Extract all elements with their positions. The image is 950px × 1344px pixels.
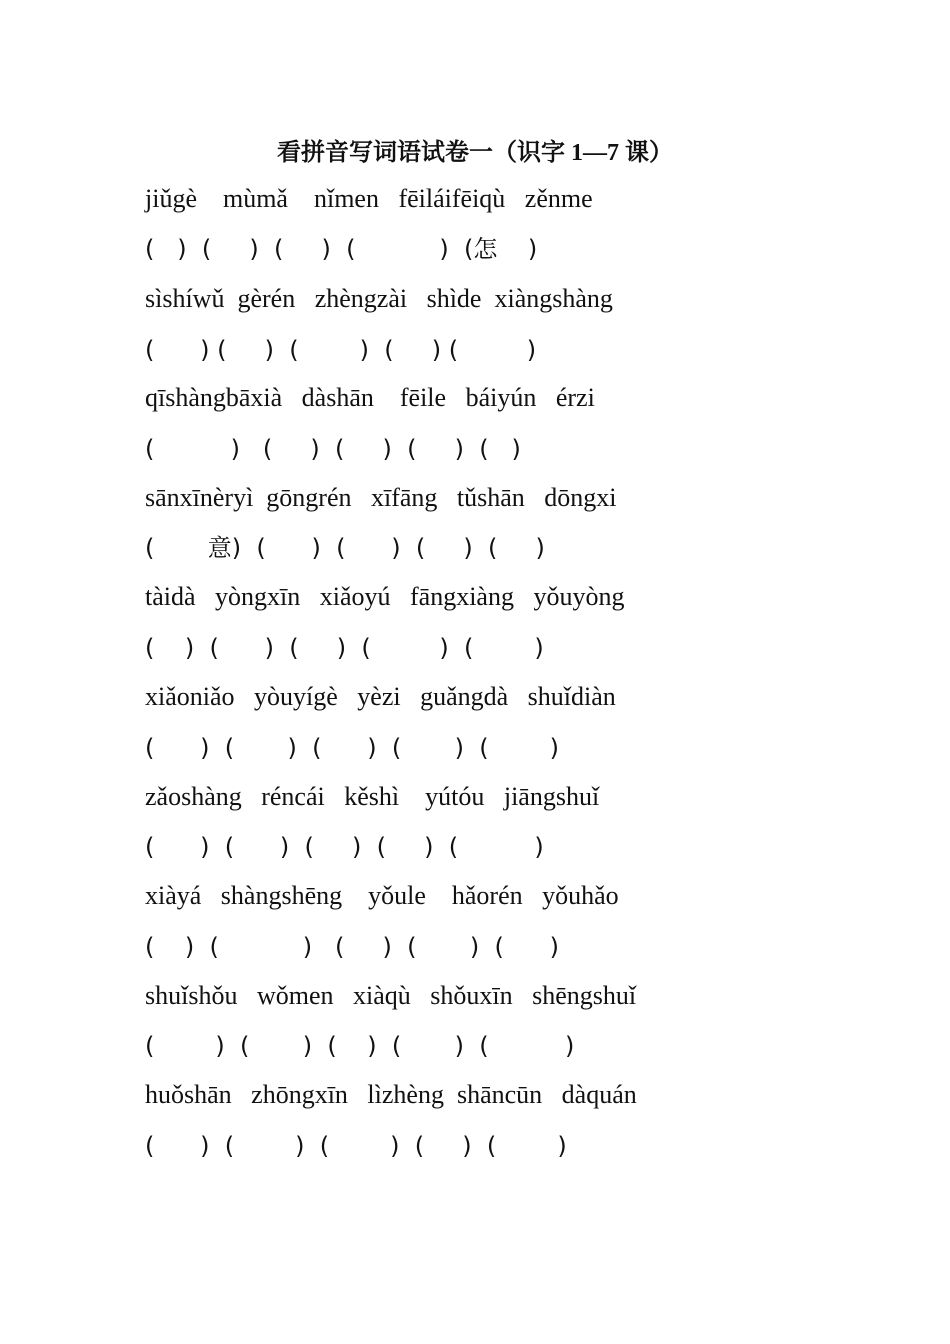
answer-blanks-row-9[interactable]: ( ) ( ) ( ) ( ) ( ) — [145, 1032, 575, 1060]
pinyin-row-6: xiǎoniǎo yòuyígè yèzi guǎngdà shuǐdiàn — [145, 682, 616, 711]
pinyin-row-8: xiàyá shàngshēng yǒule hǎorén yǒuhǎo — [145, 881, 619, 910]
pinyin-row-5: tàidà yòngxīn xiǎoyú fāngxiàng yǒuyòng — [145, 582, 625, 611]
pinyin-row-3: qīshàngbāxià dàshān fēile báiyún érzi — [145, 383, 595, 412]
answer-blanks-row-1[interactable]: ( ) ( ) ( ) ( ) (怎 ) — [145, 235, 538, 263]
answer-blanks-row-7[interactable]: ( ) ( ) ( ) ( ) ( ) — [145, 833, 544, 861]
pinyin-row-1: jiǔgè mùmǎ nǐmen fēiláifēiqù zěnme — [145, 184, 593, 213]
pinyin-row-10: huǒshān zhōngxīn lìzhèng shāncūn dàquán — [145, 1080, 637, 1109]
pinyin-row-4: sānxīnèryì gōngrén xīfāng tǔshān dōngxi — [145, 483, 617, 512]
pinyin-row-7: zǎoshàng réncái kěshì yútóu jiāngshuǐ — [145, 782, 600, 811]
answer-blanks-row-10[interactable]: ( ) ( ) ( ) ( ) ( ) — [145, 1132, 567, 1160]
answer-blanks-row-3[interactable]: ( ) ( ) ( ) ( ) ( ) — [145, 435, 521, 463]
worksheet-title: 看拼音写词语试卷一（识字 1—7 课） — [277, 140, 673, 166]
pinyin-row-9: shuǐshǒu wǒmen xiàqù shǒuxīn shēngshuǐ — [145, 981, 637, 1010]
answer-blanks-row-5[interactable]: ( ) ( ) ( ) ( ) ( ) — [145, 634, 544, 662]
answer-blanks-row-8[interactable]: ( ) ( ) ( ) ( ) ( ) — [145, 933, 560, 961]
answer-blanks-row-6[interactable]: ( ) ( ) ( ) ( ) ( ) — [145, 734, 560, 762]
pinyin-row-2: sìshíwǔ gèrén zhèngzài shìde xiàngshàng — [145, 284, 613, 313]
answer-blanks-row-4[interactable]: ( 意) ( ) ( ) ( ) ( ) — [145, 534, 545, 562]
answer-blanks-row-2[interactable]: ( ) ( ) ( ) ( ) ( ) — [145, 336, 537, 364]
